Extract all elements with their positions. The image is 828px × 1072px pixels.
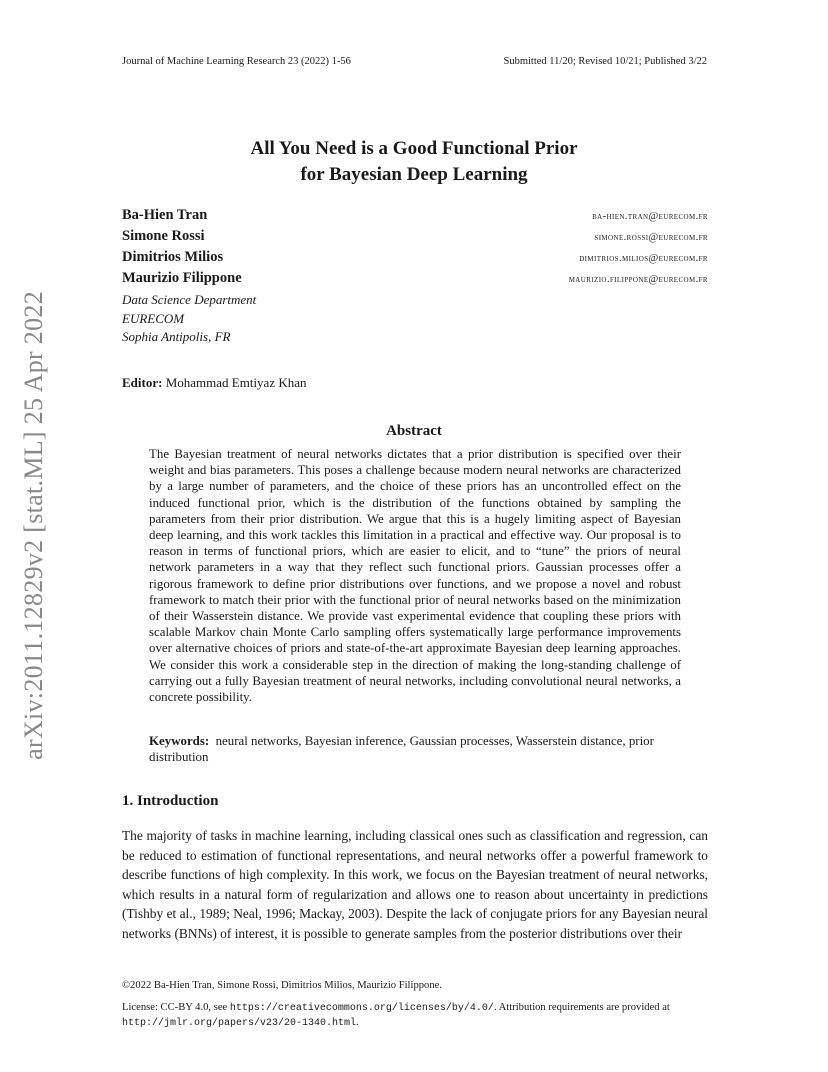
author-email[interactable]: maurizio.filippone@eurecom.fr [568, 274, 708, 285]
editor-name: Mohammad Emtiyaz Khan [165, 375, 307, 390]
author-row [122, 270, 708, 291]
license-footnote [122, 1001, 708, 1031]
keywords [149, 733, 681, 765]
author-name: Ba-Hien Tran [122, 207, 208, 223]
abstract-heading: Abstract [386, 423, 442, 439]
author-row [122, 249, 708, 270]
affiliation-institution: EURECOM [122, 310, 185, 326]
abstract-text: The Bayesian treatment of neural networks dictates that a prior distribution is specified over their weight and bias parameters. This poses a challenge because modern neural networks are characterized by a large number of parameters, and the choice of these priors has an uncontrolled effect on the induced functional prior, which is the distribution of the functions obtained by sampling the parameters from their prior distribution. We argue that this is a hugely limiting aspect of Bayesian deep learning, and this work tackles this limitation in a practical and effective way. Our proposal is to reason in terms of functional priors, which are easier to elicit, and to “tune” the priors of neural network parameters in a way that they reflect such functional priors. Gaussian processes offer a rigorous framework to define prior distributions over functions, and we propose a novel and robust framework to match their prior with the functional prior of neural networks based on the minimization of their Wasserstein distance. We provide vast experimental evidence that coupling these priors with scalable Markov chain Monte Carlo sampling offers systematically large performance improvements over alternative choices of priors and state-of-the-art approximate Bayesian deep learning approaches. We consider this work a considerable step in the direction of making the long-standing challenge of carrying out a fully Bayesian treatment of neural networks, including convolutional neural networks, a concrete possibility. [149, 447, 681, 705]
keywords-text: neural networks, Bayesian inference, Gaussian processes, Wasserstein distance, prior distribution [149, 734, 654, 765]
author-row [122, 228, 708, 249]
keywords-label: Keywords: [149, 734, 210, 748]
arxiv-stamp: arXiv:2011.12829v2 [stat.ML] 25 Apr 2022 [19, 290, 48, 760]
section-heading-introduction: 1. Introduction [122, 793, 219, 809]
introduction-paragraph: The majority of tasks in machine learning, including classical ones such as classification and regression, can be reduced to estimation of functional representations, and neural networks offer a powerful framework to describe functions of high complexity. In this work, we focus on the Bayesian treatment of neural networks, which results in a natural form of regularization and allows one to reason about uncertainty in predictions (Tishby et al., 1989; Neal, 1996; Mackay, 2003). Despite the lack of conjugate priors for any Bayesian neural networks (BNNs) of interest, it is possible to generate samples from the posterior distributions over their [122, 828, 708, 941]
title-line-2: for Bayesian Deep Learning [300, 164, 528, 185]
submission-dates: Submitted 11/20; Revised 10/21; Published 3/22 [503, 56, 707, 67]
journal-header: Journal of Machine Learning Research 23 (2022) 1-56 [122, 56, 351, 67]
author-email[interactable]: dimitrios.milios@eurecom.fr [579, 253, 708, 264]
author-name: Dimitrios Milios [122, 249, 224, 265]
copyright-footnote: ©2022 Ba-Hien Tran, Simone Rossi, Dimitrios Milios, Maurizio Filippone. [122, 980, 442, 991]
license-mid: . Attribution requirements are provided at [493, 1002, 670, 1013]
affiliation-location: Sophia Antipolis, FR [122, 329, 231, 344]
author-row [122, 207, 708, 228]
title-line-1: All You Need is a Good Functional Prior [250, 138, 578, 159]
paper-title [0, 136, 828, 188]
editor-label: Editor: [122, 375, 163, 390]
arxiv-sidebar [10, 275, 58, 775]
affiliation [122, 291, 708, 347]
author-name: Simone Rossi [122, 228, 205, 244]
author-block [122, 207, 708, 347]
author-name: Maurizio Filippone [122, 270, 242, 286]
affiliation-department: Data Science Department [122, 292, 257, 307]
paper-link[interactable]: http://jmlr.org/papers/v23/20-1340.html [122, 1018, 357, 1029]
license-prefix: License: CC-BY 4.0, see [122, 1002, 230, 1013]
author-email[interactable]: simone.rossi@eurecom.fr [594, 232, 708, 243]
author-email[interactable]: ba-hien.tran@eurecom.fr [592, 211, 708, 222]
license-end: . [356, 1017, 359, 1028]
editor-line [122, 375, 307, 391]
license-link[interactable]: https://creativecommons.org/licenses/by/4.0/ [229, 1003, 494, 1014]
